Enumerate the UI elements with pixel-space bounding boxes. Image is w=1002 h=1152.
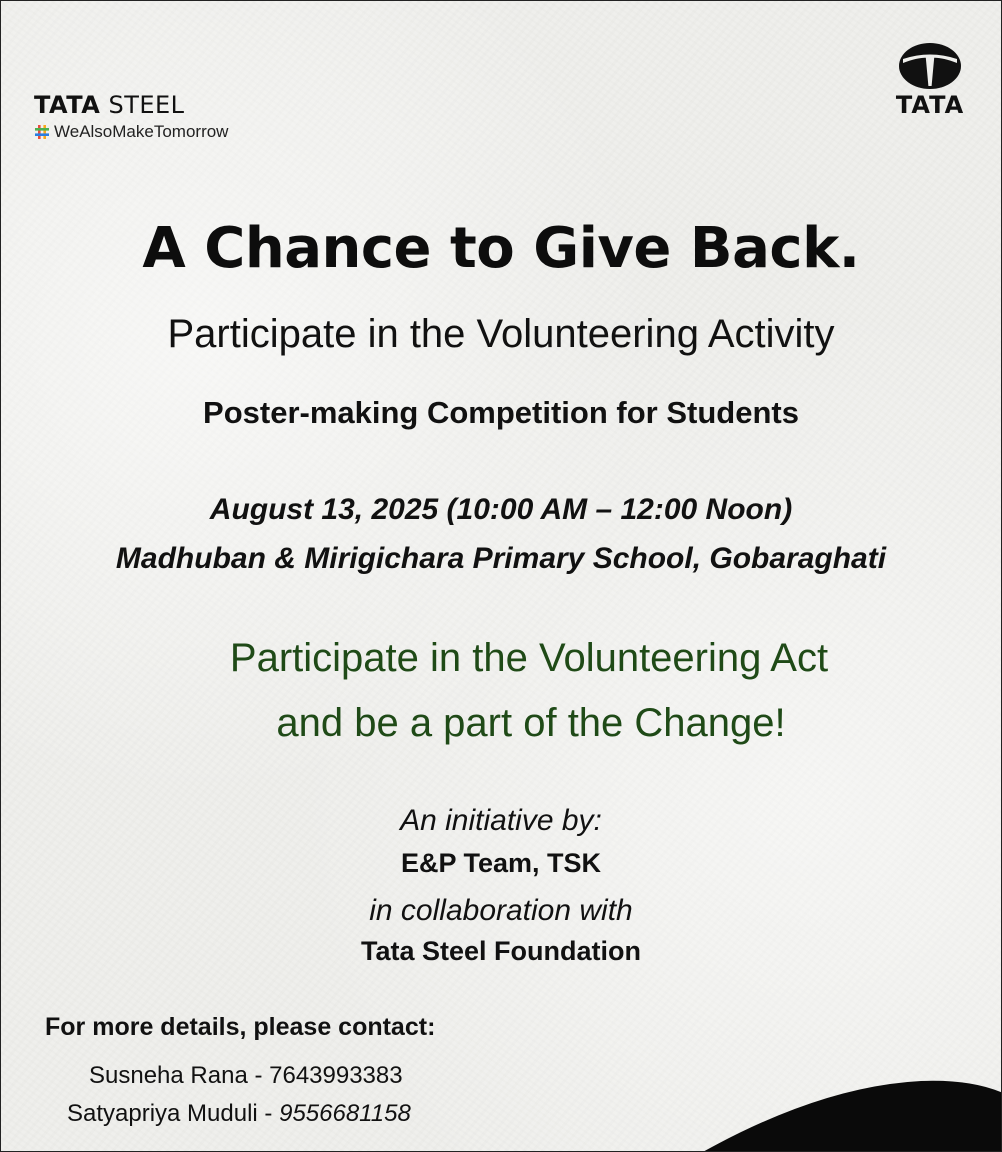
- tata-symbol-icon: [897, 41, 963, 91]
- call-to-action-line-2: and be a part of the Change!: [276, 701, 786, 745]
- subheadline: Participate in the Volunteering Activity: [167, 312, 835, 356]
- contact-phone[interactable]: 7643993383: [269, 1062, 403, 1089]
- contact-heading: For more details, please contact:: [45, 1013, 436, 1041]
- initiative-team: E&P Team, TSK: [400, 848, 602, 878]
- call-to-action-line-1: Participate in the Volunteering Act: [229, 636, 829, 680]
- tata-steel-brand-regular: STEEL: [108, 91, 185, 119]
- contact-separator: -: [257, 1100, 280, 1127]
- contact-name: Susneha Rana: [89, 1062, 248, 1089]
- contact-separator: -: [247, 1062, 270, 1089]
- corner-swoosh: [701, 1061, 1002, 1152]
- event-datetime: August 13, 2025 (10:00 AM – 12:00 Noon): [209, 493, 793, 526]
- contact-item: [67, 1098, 411, 1130]
- tata-steel-brand-bold: TATA: [34, 91, 101, 119]
- tata-steel-logo: [34, 91, 228, 141]
- tata-wordmark: TATA: [895, 91, 965, 119]
- collaboration-label: in collaboration with: [369, 894, 633, 927]
- initiative-label: An initiative by:: [400, 804, 602, 837]
- hashtag-text: WeAlsoMakeTomorrow: [54, 122, 229, 141]
- event-venue: Madhuban & Mirigichara Primary School, Gobaraghati: [115, 542, 887, 575]
- tata-logo: [885, 41, 975, 119]
- hashtag-row: [34, 123, 228, 141]
- contact-name: Satyapriya Muduli: [67, 1100, 258, 1127]
- hashtag-icon: [34, 124, 50, 140]
- tata-steel-wordmark: [34, 91, 228, 119]
- event-title: Poster-making Competition for Students: [203, 395, 799, 430]
- partner-name: Tata Steel Foundation: [360, 936, 641, 966]
- contact-item: [89, 1060, 403, 1092]
- contact-phone[interactable]: 9556681158: [279, 1100, 411, 1127]
- headline: A Chance to Give Back.: [142, 216, 860, 281]
